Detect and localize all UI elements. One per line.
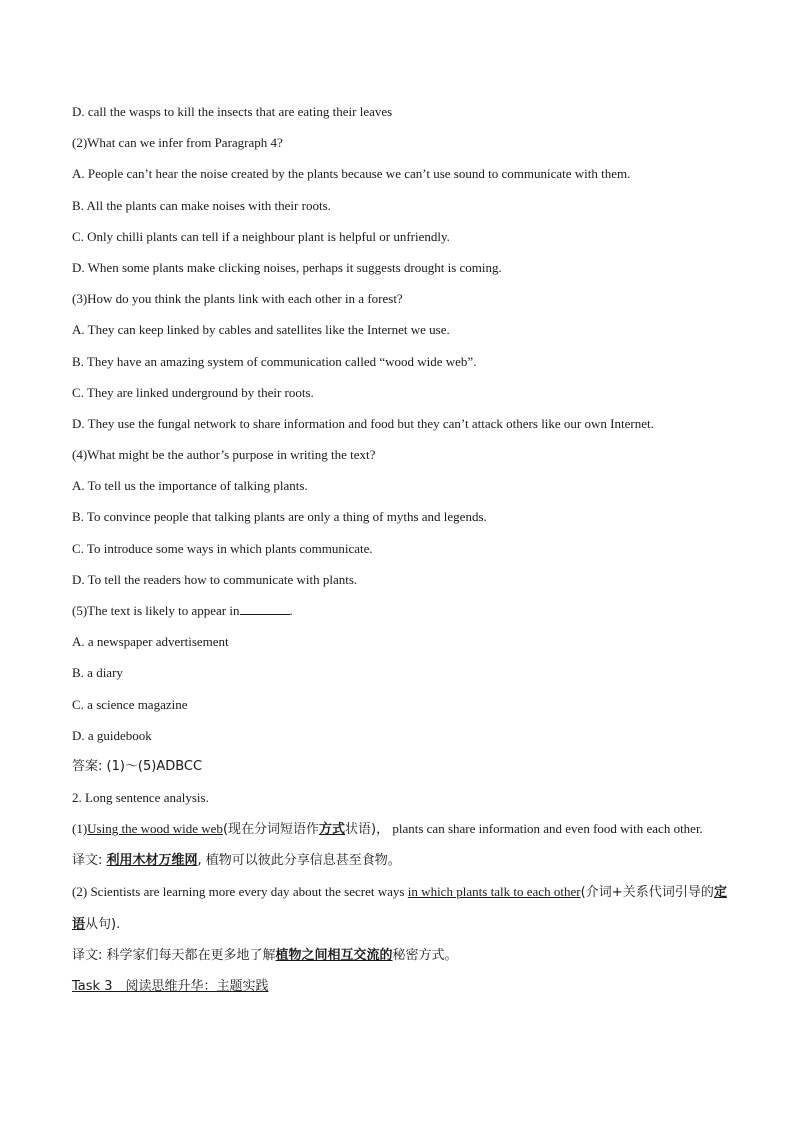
sentence-2-note-end: 从句). <box>85 917 121 933</box>
translation-1 <box>72 845 727 876</box>
translation-2-key: 植物之间相互交流的 <box>275 948 393 964</box>
section-2-title: 2. Long sentence analysis. <box>72 790 209 806</box>
translation-2-rest: 秘密方式。 <box>392 948 458 964</box>
sentence-2 <box>72 876 727 940</box>
sentence-1-note: (现在分词短语作 <box>222 822 320 838</box>
q4-option-a: A. To tell us the importance of talking plants. <box>72 478 308 494</box>
q3-option-b: B. They have an amazing system of communication called “wood wide web”. <box>72 353 477 369</box>
sentence-1-prefix: (1) <box>72 821 88 837</box>
sentence-2-note-key: 定语 <box>72 885 727 933</box>
sentence-1-rest: plants can share information and even food with each other. <box>389 821 703 837</box>
translation-1-key: 利用木材万维网 <box>106 853 198 869</box>
answer-blank <box>240 602 290 615</box>
q5-question-text: (5)The text is likely to appear in <box>72 603 240 618</box>
q5-option-a: A. a newspaper advertisement <box>72 634 229 650</box>
q1-option-d: D. call the wasps to kill the insects that are eating their leaves <box>72 104 393 119</box>
q5-question-suffix: . <box>289 603 293 618</box>
q3-option-a: A. They can keep linked by cables and satellites like the Internet we use. <box>72 322 450 338</box>
q2-option-a: A. People can’t hear the noise created by the plants because we can’t use sound to communicate with them. <box>72 166 631 182</box>
q2-option-d: D. When some plants make clicking noises, perhaps it suggests drought is coming. <box>72 259 502 275</box>
document-page <box>72 103 727 1002</box>
q3-question: (3)How do you think the plants link with each other in a forest? <box>72 291 403 307</box>
sentence-1-note-key: 方式 <box>319 822 346 838</box>
sentence-1 <box>72 813 727 845</box>
q5-option-d: D. a guidebook <box>72 727 152 743</box>
q4-question: (4)What might be the author’s purpose in writing the text? <box>72 447 376 463</box>
q5-option-b: B. a diary <box>72 665 123 681</box>
sentence-2-clause: in which plants talk to each other <box>407 884 581 900</box>
q3-option-c: C. They are linked underground by their roots. <box>72 384 314 400</box>
q2-option-b: B. All the plants can make noises with their roots. <box>72 197 331 213</box>
q4-option-c: C. To introduce some ways in which plants communicate. <box>72 540 373 556</box>
q2-question: (2)What can we infer from Paragraph 4? <box>72 135 283 151</box>
q5-option-c: C. a science magazine <box>72 696 188 712</box>
q5-question <box>72 602 727 619</box>
q4-option-d: D. To tell the readers how to communicate with plants. <box>72 571 358 587</box>
sentence-1-phrase: Using the wood wide web <box>87 821 223 837</box>
sentence-2-prefix: (2) Scientists are learning more every day about the secret ways <box>72 884 408 900</box>
q3-option-d: D. They use the fungal network to share information and food but they can’t attack others like our own Internet. <box>72 415 654 431</box>
translation-1-label: 译文: <box>72 853 107 869</box>
task-3-heading: Task 3 阅读思维升华：主题实践 <box>72 979 269 995</box>
translation-2-pre: 科学家们每天都在更多地了解 <box>106 948 276 964</box>
translation-2-label: 译文: <box>72 948 107 964</box>
q4-option-b: B. To convince people that talking plants are only a thing of myths and legends. <box>72 509 487 525</box>
sentence-1-note-end: 状语)， <box>345 822 390 838</box>
sentence-2-note: (介词+关系代词引导的 <box>580 885 714 901</box>
q2-option-c: C. Only chilli plants can tell if a neighbour plant is helpful or unfriendly. <box>72 228 450 244</box>
answer-key: 答案: (1)～(5)ADBCC <box>72 758 203 774</box>
translation-2 <box>72 940 727 971</box>
translation-1-rest: , 植物可以彼此分享信息甚至食物。 <box>197 853 401 869</box>
